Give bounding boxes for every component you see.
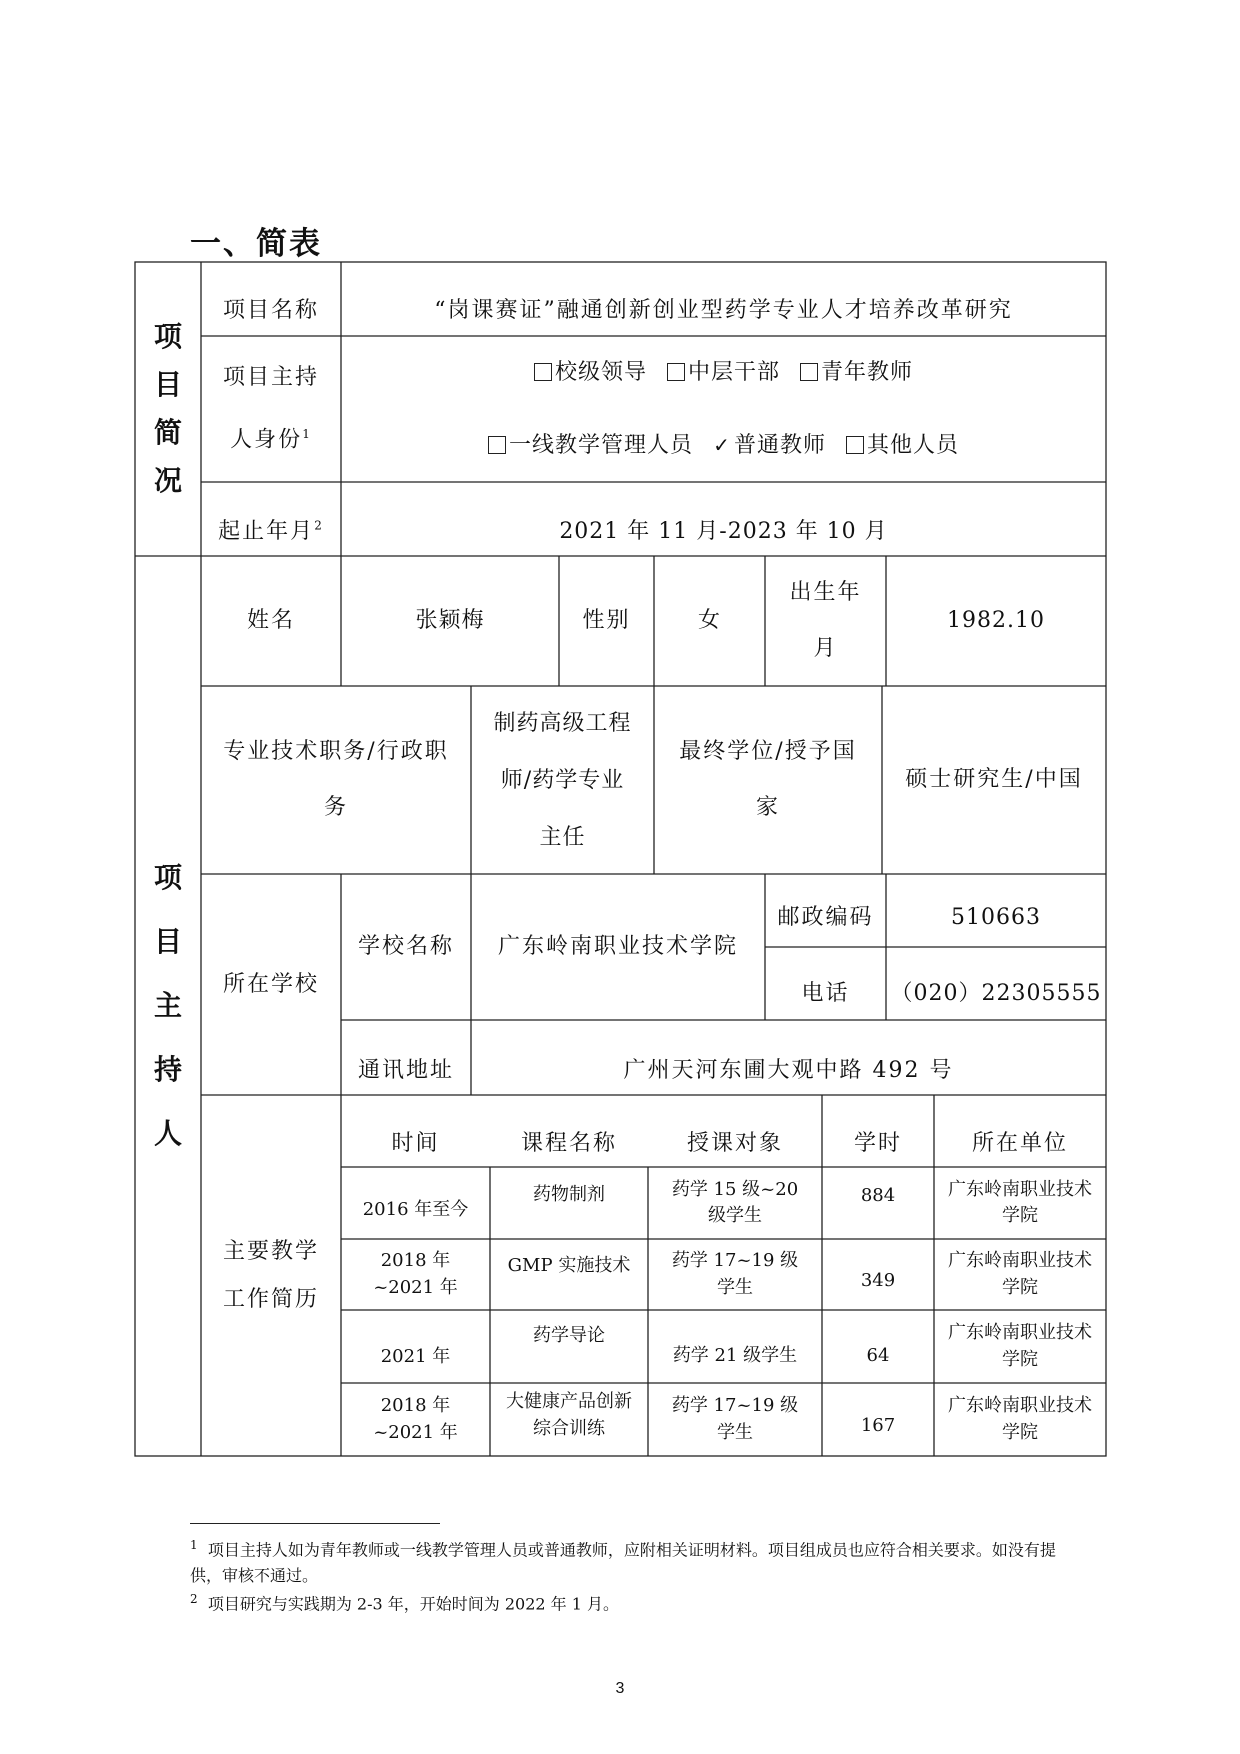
name-label: 姓名 bbox=[246, 608, 295, 634]
teaching-row-time: 2016 年至今 bbox=[362, 1198, 469, 1220]
school-name: 广东岭南职业技术学院 bbox=[497, 934, 738, 960]
footnote-divider bbox=[190, 1523, 440, 1524]
gender-label: 性别 bbox=[582, 608, 631, 634]
teaching-label: 主要教学 工作简历 bbox=[222, 1238, 319, 1312]
teaching-row-hours: 349 bbox=[860, 1270, 896, 1292]
teaching-row-unit: 广东岭南职业技术学院 bbox=[948, 1395, 1092, 1443]
host-name: 张颖梅 bbox=[415, 608, 485, 634]
option-school-leader[interactable]: 校级领导 bbox=[534, 360, 647, 385]
title-value: 制药高级工程 师/药学专业 主任 bbox=[493, 710, 632, 850]
checkbox-unchecked-icon[interactable] bbox=[488, 436, 506, 454]
teaching-row-unit: 广东岭南职业技术学院 bbox=[948, 1250, 1092, 1298]
teaching-row-target: 药学 17~19 级学生 bbox=[671, 1395, 799, 1443]
phone-label: 电话 bbox=[801, 980, 850, 1006]
identity-options-row2 bbox=[482, 409, 965, 482]
host-side-label: 项 目 主 持 人 bbox=[153, 861, 182, 1150]
checkmark-icon[interactable]: ✓ bbox=[713, 432, 731, 457]
host-identity-label: 项目主持 人身份$^1$ bbox=[222, 364, 319, 453]
identity-options bbox=[341, 336, 1106, 482]
teaching-row-target: 药学 15 级~20 级学生 bbox=[671, 1178, 799, 1226]
checkbox-unchecked-icon[interactable] bbox=[667, 363, 685, 381]
option-middle-cadre[interactable]: 中层干部 bbox=[667, 360, 780, 385]
teaching-row-hours: 64 bbox=[866, 1345, 890, 1367]
postcode-label: 邮政编码 bbox=[777, 904, 874, 930]
phone: （020）22305555 bbox=[890, 980, 1102, 1006]
option-young-teacher[interactable]: 青年教师 bbox=[800, 360, 913, 385]
checkbox-unchecked-icon[interactable] bbox=[800, 363, 818, 381]
option-frontline-staff[interactable]: 一线教学管理人员 bbox=[488, 433, 693, 458]
teaching-row-target: 药学 17~19 级学生 bbox=[671, 1250, 799, 1298]
teaching-row-course: 药学导论 bbox=[533, 1325, 605, 1347]
teaching-row-course: 药物制剂 bbox=[533, 1183, 605, 1205]
title-label: 专业技术职务/行政职 务 bbox=[223, 739, 449, 820]
teaching-row-unit: 广东岭南职业技术学院 bbox=[948, 1178, 1092, 1226]
postcode: 510663 bbox=[951, 904, 1041, 930]
project-name-label: 项目名称 bbox=[222, 298, 319, 324]
footnote-2: $^2$ 项目研究与实践期为 2-3 年，开始时间为 2022 年 1 月。 bbox=[190, 1592, 619, 1614]
footnote-1: $^1$ 项目主持人如为青年教师或一线教学管理人员或普通教师，应附相关证明材料。项目组成员也应符合相关要求。如没有提供，审核不通过。 bbox=[190, 1538, 1056, 1586]
teaching-header-time: 时间 bbox=[391, 1131, 440, 1157]
teaching-row-hours: 884 bbox=[860, 1184, 896, 1206]
address-label: 通讯地址 bbox=[357, 1057, 454, 1083]
period-value: 2021 年 11 月-2023 年 10 月 bbox=[559, 519, 888, 545]
teaching-row-target: 药学 21 级学生 bbox=[672, 1345, 798, 1367]
teaching-row-hours: 167 bbox=[860, 1415, 896, 1437]
period-label: 起止年月$^2$ bbox=[218, 518, 324, 545]
checkbox-unchecked-icon[interactable] bbox=[846, 436, 864, 454]
project-name: “岗课赛证”融通创新创业型药学专业人才培养改革研究 bbox=[434, 298, 1013, 324]
school-name-label: 学校名称 bbox=[357, 934, 454, 960]
birth-value: 1982.10 bbox=[947, 608, 1045, 634]
overview-side-label: 项 目 简 况 bbox=[153, 320, 182, 497]
teaching-row-time: 2018 年~2021 年 bbox=[373, 1395, 458, 1443]
teaching-row-time: 2021 年 bbox=[380, 1346, 451, 1368]
teaching-header-unit: 所在单位 bbox=[971, 1131, 1068, 1157]
option-ordinary-teacher[interactable]: ✓ 普通教师 bbox=[713, 433, 826, 458]
teaching-row-course: GMP 实施技术 bbox=[507, 1255, 631, 1277]
section-title: 一、简表 bbox=[190, 226, 322, 262]
option-others[interactable]: 其他人员 bbox=[846, 433, 959, 458]
teaching-header-course: 课程名称 bbox=[520, 1131, 617, 1157]
degree-value: 硕士研究生/中国 bbox=[905, 767, 1083, 793]
school-group-label: 所在学校 bbox=[222, 971, 319, 997]
address: 广州天河东圃大观中路 492 号 bbox=[623, 1057, 954, 1083]
teaching-header-hours: 学时 bbox=[853, 1131, 902, 1157]
identity-options-row1 bbox=[528, 337, 919, 409]
teaching-row-course: 大健康产品创新综合训练 bbox=[506, 1391, 632, 1439]
teaching-header-target: 授课对象 bbox=[686, 1131, 783, 1157]
gender: 女 bbox=[697, 608, 721, 634]
page-number: 3 bbox=[615, 1680, 625, 1697]
teaching-row-time: 2018 年~2021 年 bbox=[373, 1250, 458, 1298]
teaching-row-unit: 广东岭南职业技术学院 bbox=[948, 1322, 1092, 1370]
checkbox-unchecked-icon[interactable] bbox=[534, 363, 552, 381]
birth-label: 出生年 月 bbox=[789, 580, 862, 661]
degree-label: 最终学位/授予国 家 bbox=[679, 739, 857, 820]
